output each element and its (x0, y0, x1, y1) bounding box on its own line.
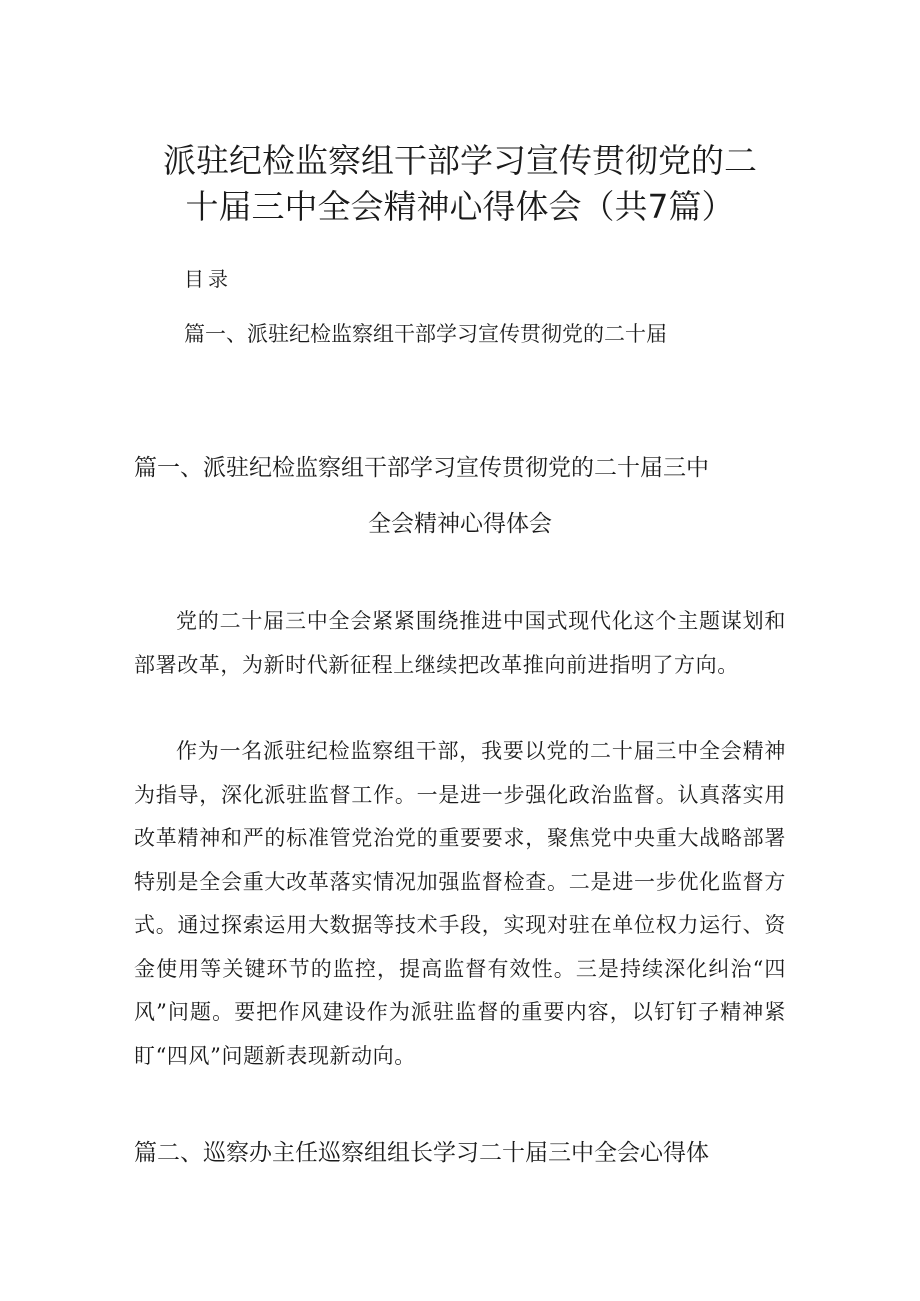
toc-label: 目录 (184, 267, 232, 291)
section-2-title (134, 1136, 786, 1170)
section-1-title (134, 451, 786, 541)
section-1-title-line-2: 全会精神心得体会 (368, 511, 552, 537)
section-1-paragraph-2-block (134, 730, 786, 1078)
section-1-paragraph-1: 党的二十届三中全会紧紧围绕推进中国式现代化这个主题谋划和部署改革，为新时代新征程上继续把改革推向前进指明了方向。 (134, 609, 786, 677)
section-1-title-line-1: 篇一、派驻纪检监察组干部学习宣传贯彻党的二十届三中 (134, 455, 709, 481)
toc-item-1[interactable]: 篇一、派驻纪检监察组干部学习宣传贯彻党的二十届 (184, 322, 667, 346)
document-title-line-1: 派驻纪检监察组干部学习宣传贯彻党的二 (163, 141, 757, 180)
section-2-title-line-1: 篇二、巡察办主任巡察组组长学习二十届三中全会心得体 (134, 1140, 709, 1166)
document-title (120, 138, 800, 230)
document-title-line-2: 十届三中全会精神心得体会（共7篇） (185, 187, 735, 226)
section-1-paragraph-2: 作为一名派驻纪检监察组干部，我要以党的二十届三中全会精神为指导，深化派驻监督工作。一是进一步强化政治监督。认真落实用改革精神和严的标准管党治党的重要要求，聚焦党中央重大战略部署特别是全会重大改革落实情况加强监督检查。二是进一步优化监督方式。通过探索运用大数据等技术手段，实现对驻在单位权力运行、资金使用等关键环节的监控，提高监督有效性。三是持续深化纠治“四风”问题。要把作风建设作为派驻监督的重要内容，以钉钉子精神紧盯“四风”问题新表现新动向。 (134, 739, 786, 1068)
section-1-paragraph-1-block (134, 600, 786, 687)
